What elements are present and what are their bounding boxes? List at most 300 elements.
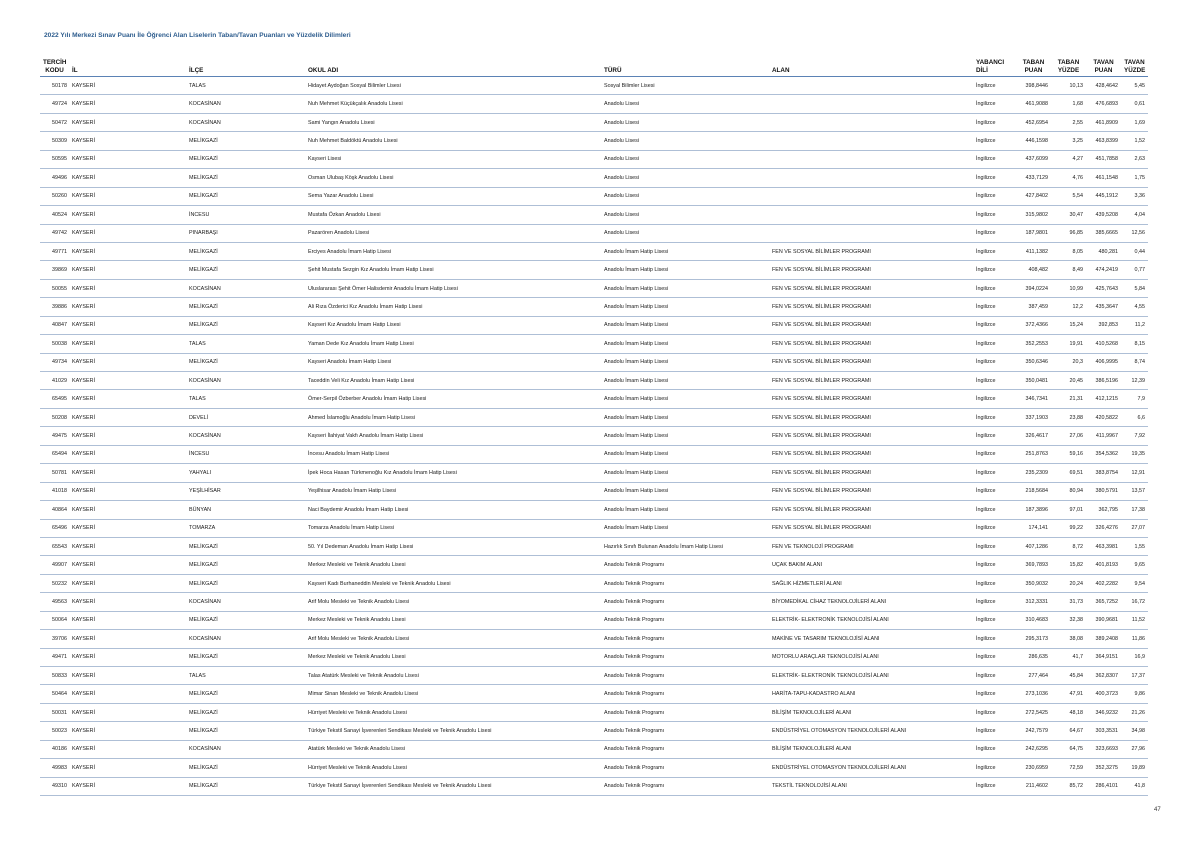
alan-cell: FEN VE SOSYAL BİLİMLER PROGRAMI xyxy=(769,445,973,463)
table-row xyxy=(40,464,1148,482)
okul-adi-cell: Kayseri İlahiyat Vakfı Anadolu İmam Hatip Lisesi xyxy=(305,427,601,445)
okul-adi-cell: Yaman Dede Kız Anadolu İmam Hatip Lisesi xyxy=(305,335,601,353)
alan-cell xyxy=(769,150,973,168)
turu-cell: Anadolu İmam Hatip Lisesi xyxy=(601,261,769,279)
turu-cell: Anadolu Lisesi xyxy=(601,132,769,150)
alan-cell: FEN VE SOSYAL BİLİMLER PROGRAMI xyxy=(769,372,973,390)
tercih-kodu-cell: 49310 xyxy=(40,777,69,795)
tavan-puan-cell: 476,6893 xyxy=(1086,95,1121,113)
yabanci-dili-cell: İngilizce xyxy=(973,556,1016,574)
table-row xyxy=(40,611,1148,629)
taban-yuzde-cell: 20,45 xyxy=(1051,372,1086,390)
tavan-yuzde-cell: 4,55 xyxy=(1121,298,1148,316)
alan-cell: FEN VE SOSYAL BİLİMLER PROGRAMI xyxy=(769,335,973,353)
tavan-yuzde-cell: 9,54 xyxy=(1121,574,1148,592)
yabanci-dili-cell: İngilizce xyxy=(973,113,1016,131)
alan-cell xyxy=(769,113,973,131)
tercih-kodu-cell: 50031 xyxy=(40,703,69,721)
il-cell: KAYSERİ xyxy=(69,150,186,168)
yabanci-dili-cell: İngilizce xyxy=(973,703,1016,721)
table-row xyxy=(40,759,1148,777)
tavan-yuzde-cell: 17,38 xyxy=(1121,501,1148,519)
okul-adi-cell: Talas Atatürk Mesleki ve Teknik Anadolu Lisesi xyxy=(305,667,601,685)
tercih-kodu-cell: 50208 xyxy=(40,408,69,426)
table-row xyxy=(40,777,1148,795)
okul-adi-cell: Hürriyet Mesleki ve Teknik Anadolu Lisesi xyxy=(305,759,601,777)
taban-yuzde-cell: 99,22 xyxy=(1051,519,1086,537)
alan-cell: FEN VE SOSYAL BİLİMLER PROGRAMI xyxy=(769,501,973,519)
taban-yuzde-cell: 38,08 xyxy=(1051,630,1086,648)
turu-cell: Anadolu Teknik Programı xyxy=(601,685,769,703)
taban-puan-cell: 398,8446 xyxy=(1016,77,1051,95)
tavan-puan-cell: 380,5791 xyxy=(1086,482,1121,500)
page-number: 47 xyxy=(1154,807,1161,813)
tercih-kodu-cell: 50464 xyxy=(40,685,69,703)
table-row xyxy=(40,501,1148,519)
taban-yuzde-cell: 96,85 xyxy=(1051,224,1086,242)
tavan-yuzde-cell: 1,55 xyxy=(1121,537,1148,555)
okul-adi-cell: Kayseri Anadolu İmam Hatip Lisesi xyxy=(305,353,601,371)
taban-puan-cell: 407,1286 xyxy=(1016,537,1051,555)
il-cell: KAYSERİ xyxy=(69,132,186,150)
yabanci-dili-cell: İngilizce xyxy=(973,427,1016,445)
table-row xyxy=(40,261,1148,279)
il-cell: KAYSERİ xyxy=(69,611,186,629)
ilce-cell: MELİKGAZİ xyxy=(186,759,305,777)
alan-cell: HARİTA-TAPU-KADASTRO ALANI xyxy=(769,685,973,703)
tercih-kodu-cell: 49475 xyxy=(40,427,69,445)
tercih-kodu-cell: 50260 xyxy=(40,187,69,205)
ilce-cell: TALAS xyxy=(186,335,305,353)
tercih-kodu-cell: 40186 xyxy=(40,740,69,758)
il-cell: KAYSERİ xyxy=(69,279,186,297)
okul-adi-cell: Türkiye Tekstil Sanayi İşverenleri Sendikası Mesleki ve Teknik Anadolu Lisesi xyxy=(305,722,601,740)
alan-cell: FEN VE SOSYAL BİLİMLER PROGRAMI xyxy=(769,519,973,537)
table-row xyxy=(40,445,1148,463)
il-cell: KAYSERİ xyxy=(69,77,186,95)
header-tavan-yuzde: TAVAN YÜZDE xyxy=(1121,56,1148,77)
tavan-puan-cell: 425,7643 xyxy=(1086,279,1121,297)
taban-puan-cell: 315,9802 xyxy=(1016,206,1051,224)
turu-cell: Anadolu Lisesi xyxy=(601,224,769,242)
turu-cell: Anadolu Teknik Programı xyxy=(601,740,769,758)
yabanci-dili-cell: İngilizce xyxy=(973,574,1016,592)
alan-cell: ELEKTRİK- ELEKTRONİK TEKNOLOJİSİ ALANI xyxy=(769,611,973,629)
tavan-puan-cell: 323,6693 xyxy=(1086,740,1121,758)
ilce-cell: YAHYALI xyxy=(186,464,305,482)
alan-cell: FEN VE SOSYAL BİLİMLER PROGRAMI xyxy=(769,482,973,500)
il-cell: KAYSERİ xyxy=(69,574,186,592)
il-cell: KAYSERİ xyxy=(69,519,186,537)
tercih-kodu-cell: 50309 xyxy=(40,132,69,150)
il-cell: KAYSERİ xyxy=(69,427,186,445)
tercih-kodu-cell: 40864 xyxy=(40,501,69,519)
tercih-kodu-cell: 50833 xyxy=(40,667,69,685)
tercih-kodu-cell: 41029 xyxy=(40,372,69,390)
alan-cell: UÇAK BAKIM ALANI xyxy=(769,556,973,574)
tavan-yuzde-cell: 0,61 xyxy=(1121,95,1148,113)
okul-adi-cell: Sami Yangın Anadolu Lisesi xyxy=(305,113,601,131)
tavan-puan-cell: 383,8754 xyxy=(1086,464,1121,482)
alan-cell: FEN VE SOSYAL BİLİMLER PROGRAMI xyxy=(769,279,973,297)
yabanci-dili-cell: İngilizce xyxy=(973,537,1016,555)
ilce-cell: TOMARZA xyxy=(186,519,305,537)
il-cell: KAYSERİ xyxy=(69,593,186,611)
header-turu: TÜRÜ xyxy=(601,56,769,77)
alan-cell: ENDÜSTRİYEL OTOMASYON TEKNOLOJİLERİ ALANI xyxy=(769,722,973,740)
ilce-cell: MELİKGAZİ xyxy=(186,537,305,555)
il-cell: KAYSERİ xyxy=(69,408,186,426)
il-cell: KAYSERİ xyxy=(69,372,186,390)
turu-cell: Anadolu İmam Hatip Lisesi xyxy=(601,335,769,353)
tavan-puan-cell: 401,8193 xyxy=(1086,556,1121,574)
yabanci-dili-cell: İngilizce xyxy=(973,501,1016,519)
tercih-kodu-cell: 65494 xyxy=(40,445,69,463)
turu-cell: Anadolu Lisesi xyxy=(601,113,769,131)
tavan-yuzde-cell: 3,36 xyxy=(1121,187,1148,205)
alan-cell xyxy=(769,95,973,113)
yabanci-dili-cell: İngilizce xyxy=(973,519,1016,537)
turu-cell: Anadolu İmam Hatip Lisesi xyxy=(601,298,769,316)
ilce-cell: MELİKGAZİ xyxy=(186,556,305,574)
table-row xyxy=(40,316,1148,334)
header-taban-puan: TABAN PUAN xyxy=(1016,56,1051,77)
yabanci-dili-cell: İngilizce xyxy=(973,685,1016,703)
taban-puan-cell: 242,7579 xyxy=(1016,722,1051,740)
tavan-puan-cell: 386,5196 xyxy=(1086,372,1121,390)
ilce-cell: MELİKGAZİ xyxy=(186,611,305,629)
yabanci-dili-cell: İngilizce xyxy=(973,408,1016,426)
okul-adi-cell: Hürriyet Mesleki ve Teknik Anadolu Lisesi xyxy=(305,703,601,721)
okul-adi-cell: Nuh Mehmet Küçükçalık Anadolu Lisesi xyxy=(305,95,601,113)
tavan-yuzde-cell: 12,91 xyxy=(1121,464,1148,482)
taban-puan-cell: 272,5425 xyxy=(1016,703,1051,721)
table-row xyxy=(40,519,1148,537)
taban-puan-cell: 408,482 xyxy=(1016,261,1051,279)
okul-adi-cell: Osman Ulubaş Köşk Anadolu Lisesi xyxy=(305,169,601,187)
il-cell: KAYSERİ xyxy=(69,667,186,685)
tavan-puan-cell: 412,1215 xyxy=(1086,390,1121,408)
tavan-yuzde-cell: 19,35 xyxy=(1121,445,1148,463)
alan-cell: FEN VE TEKNOLOJİ PROGRAMI xyxy=(769,537,973,555)
alan-cell xyxy=(769,206,973,224)
taban-yuzde-cell: 10,13 xyxy=(1051,77,1086,95)
tercih-kodu-cell: 50232 xyxy=(40,574,69,592)
tercih-kodu-cell: 65496 xyxy=(40,519,69,537)
tercih-kodu-cell: 40847 xyxy=(40,316,69,334)
taban-yuzde-cell: 23,88 xyxy=(1051,408,1086,426)
turu-cell: Anadolu Teknik Programı xyxy=(601,667,769,685)
turu-cell: Anadolu Lisesi xyxy=(601,206,769,224)
taban-puan-cell: 350,6346 xyxy=(1016,353,1051,371)
tercih-kodu-cell: 49983 xyxy=(40,759,69,777)
alan-cell: ENDÜSTRİYEL OTOMASYON TEKNOLOJİLERİ ALANI xyxy=(769,759,973,777)
turu-cell: Anadolu Lisesi xyxy=(601,95,769,113)
table-row xyxy=(40,390,1148,408)
ilce-cell: MELİKGAZİ xyxy=(186,261,305,279)
turu-cell: Anadolu Teknik Programı xyxy=(601,703,769,721)
alan-cell: FEN VE SOSYAL BİLİMLER PROGRAMI xyxy=(769,261,973,279)
taban-yuzde-cell: 64,75 xyxy=(1051,740,1086,758)
yabanci-dili-cell: İngilizce xyxy=(973,611,1016,629)
taban-yuzde-cell: 48,18 xyxy=(1051,703,1086,721)
taban-yuzde-cell: 97,01 xyxy=(1051,501,1086,519)
yabanci-dili-cell: İngilizce xyxy=(973,482,1016,500)
alan-cell xyxy=(769,187,973,205)
taban-puan-cell: 286,635 xyxy=(1016,648,1051,666)
tavan-yuzde-cell: 6,6 xyxy=(1121,408,1148,426)
table-row xyxy=(40,224,1148,242)
tavan-puan-cell: 389,2408 xyxy=(1086,630,1121,648)
yabanci-dili-cell: İngilizce xyxy=(973,132,1016,150)
ilce-cell: MELİKGAZİ xyxy=(186,353,305,371)
tavan-puan-cell: 439,5208 xyxy=(1086,206,1121,224)
il-cell: KAYSERİ xyxy=(69,353,186,371)
turu-cell: Anadolu İmam Hatip Lisesi xyxy=(601,353,769,371)
tavan-puan-cell: 445,1912 xyxy=(1086,187,1121,205)
tavan-puan-cell: 364,9151 xyxy=(1086,648,1121,666)
taban-puan-cell: 230,6959 xyxy=(1016,759,1051,777)
il-cell: KAYSERİ xyxy=(69,335,186,353)
tavan-puan-cell: 385,6665 xyxy=(1086,224,1121,242)
okul-adi-cell: Arif Molu Mesleki ve Teknik Anadolu Lisesi xyxy=(305,630,601,648)
header-okul-adi: OKUL ADI xyxy=(305,56,601,77)
tavan-puan-cell: 400,3723 xyxy=(1086,685,1121,703)
alan-cell: MOTORLU ARAÇLAR TEKNOLOJİSİ ALANI xyxy=(769,648,973,666)
taban-puan-cell: 326,4617 xyxy=(1016,427,1051,445)
il-cell: KAYSERİ xyxy=(69,224,186,242)
turu-cell: Anadolu Teknik Programı xyxy=(601,722,769,740)
tercih-kodu-cell: 41018 xyxy=(40,482,69,500)
alan-cell xyxy=(769,224,973,242)
ilce-cell: TALAS xyxy=(186,667,305,685)
turu-cell: Anadolu Teknik Programı xyxy=(601,611,769,629)
tavan-puan-cell: 392,853 xyxy=(1086,316,1121,334)
tercih-kodu-cell: 49771 xyxy=(40,242,69,260)
taban-puan-cell: 273,1036 xyxy=(1016,685,1051,703)
okul-adi-cell: Erciyes Anadolu İmam Hatip Lisesi xyxy=(305,242,601,260)
table-row xyxy=(40,353,1148,371)
table-row xyxy=(40,703,1148,721)
turu-cell: Anadolu İmam Hatip Lisesi xyxy=(601,390,769,408)
okul-adi-cell: Tomarza Anadolu İmam Hatip Lisesi xyxy=(305,519,601,537)
yabanci-dili-cell: İngilizce xyxy=(973,224,1016,242)
turu-cell: Anadolu İmam Hatip Lisesi xyxy=(601,242,769,260)
header-tavan-puan: TAVAN PUAN xyxy=(1086,56,1121,77)
tercih-kodu-cell: 50055 xyxy=(40,279,69,297)
taban-puan-cell: 346,7341 xyxy=(1016,390,1051,408)
tercih-kodu-cell: 49742 xyxy=(40,224,69,242)
tavan-yuzde-cell: 27,07 xyxy=(1121,519,1148,537)
ilce-cell: KOCASİNAN xyxy=(186,372,305,390)
ilce-cell: TALAS xyxy=(186,77,305,95)
okul-adi-cell: Merkez Mesleki ve Teknik Anadolu Lisesi xyxy=(305,556,601,574)
ilce-cell: MELİKGAZİ xyxy=(186,574,305,592)
tavan-puan-cell: 461,8909 xyxy=(1086,113,1121,131)
tavan-yuzde-cell: 16,9 xyxy=(1121,648,1148,666)
tavan-puan-cell: 346,9232 xyxy=(1086,703,1121,721)
il-cell: KAYSERİ xyxy=(69,703,186,721)
okul-adi-cell: Pazarören Anadolu Lisesi xyxy=(305,224,601,242)
taban-yuzde-cell: 2,55 xyxy=(1051,113,1086,131)
il-cell: KAYSERİ xyxy=(69,187,186,205)
alan-cell xyxy=(769,169,973,187)
taban-yuzde-cell: 27,06 xyxy=(1051,427,1086,445)
table-row xyxy=(40,169,1148,187)
il-cell: KAYSERİ xyxy=(69,206,186,224)
table-header-row xyxy=(40,56,1148,77)
table-row xyxy=(40,95,1148,113)
yabanci-dili-cell: İngilizce xyxy=(973,77,1016,95)
il-cell: KAYSERİ xyxy=(69,95,186,113)
ilce-cell: YEŞİLHİSAR xyxy=(186,482,305,500)
il-cell: KAYSERİ xyxy=(69,740,186,758)
header-ilce: İLÇE xyxy=(186,56,305,77)
table-row xyxy=(40,298,1148,316)
taban-yuzde-cell: 4,27 xyxy=(1051,150,1086,168)
okul-adi-cell: Kayseri Kız Anadolu İmam Hatip Lisesi xyxy=(305,316,601,334)
tercih-kodu-cell: 49471 xyxy=(40,648,69,666)
taban-puan-cell: 372,4366 xyxy=(1016,316,1051,334)
taban-puan-cell: 394,0224 xyxy=(1016,279,1051,297)
il-cell: KAYSERİ xyxy=(69,630,186,648)
taban-yuzde-cell: 12,2 xyxy=(1051,298,1086,316)
taban-puan-cell: 369,7893 xyxy=(1016,556,1051,574)
school-score-table xyxy=(40,56,1148,796)
okul-adi-cell: Naci Baydemir Anadolu İmam Hatip Lisesi xyxy=(305,501,601,519)
alan-cell: FEN VE SOSYAL BİLİMLER PROGRAMI xyxy=(769,298,973,316)
turu-cell: Sosyal Bilimler Lisesi xyxy=(601,77,769,95)
il-cell: KAYSERİ xyxy=(69,722,186,740)
il-cell: KAYSERİ xyxy=(69,759,186,777)
alan-cell: FEN VE SOSYAL BİLİMLER PROGRAMI xyxy=(769,464,973,482)
page-title: 2022 Yılı Merkezi Sınav Puanı İle Öğrenci Alan Liselerin Taban/Tavan Puanları ve Yüzdelik Dilimleri xyxy=(44,32,351,39)
table-row xyxy=(40,242,1148,260)
tavan-puan-cell: 463,3981 xyxy=(1086,537,1121,555)
tavan-yuzde-cell: 17,37 xyxy=(1121,667,1148,685)
tercih-kodu-cell: 50781 xyxy=(40,464,69,482)
okul-adi-cell: Türkiye Tekstil Sanayi İşverenleri Sendikası Mesleki ve Teknik Anadolu Lisesi xyxy=(305,777,601,795)
taban-puan-cell: 187,9801 xyxy=(1016,224,1051,242)
okul-adi-cell: Merkez Mesleki ve Teknik Anadolu Lisesi xyxy=(305,648,601,666)
turu-cell: Anadolu İmam Hatip Lisesi xyxy=(601,279,769,297)
header-il: İL xyxy=(69,56,186,77)
taban-yuzde-cell: 8,05 xyxy=(1051,242,1086,260)
tavan-yuzde-cell: 1,69 xyxy=(1121,113,1148,131)
okul-adi-cell: İncesu Anadolu İmam Hatip Lisesi xyxy=(305,445,601,463)
ilce-cell: İNCESU xyxy=(186,206,305,224)
il-cell: KAYSERİ xyxy=(69,390,186,408)
table-row xyxy=(40,722,1148,740)
il-cell: KAYSERİ xyxy=(69,169,186,187)
taban-yuzde-cell: 10,99 xyxy=(1051,279,1086,297)
okul-adi-cell: Uluslararası Şehit Ömer Halisdemir Anadolu İmam Hatip Lisesi xyxy=(305,279,601,297)
yabanci-dili-cell: İngilizce xyxy=(973,316,1016,334)
il-cell: KAYSERİ xyxy=(69,556,186,574)
tercih-kodu-cell: 65495 xyxy=(40,390,69,408)
okul-adi-cell: Merkez Mesleki ve Teknik Anadolu Lisesi xyxy=(305,611,601,629)
taban-yuzde-cell: 85,72 xyxy=(1051,777,1086,795)
taban-yuzde-cell: 32,38 xyxy=(1051,611,1086,629)
ilce-cell: KOCASİNAN xyxy=(186,740,305,758)
tavan-puan-cell: 286,4101 xyxy=(1086,777,1121,795)
tavan-puan-cell: 352,3275 xyxy=(1086,759,1121,777)
ilce-cell: MELİKGAZİ xyxy=(186,685,305,703)
taban-puan-cell: 427,8402 xyxy=(1016,187,1051,205)
yabanci-dili-cell: İngilizce xyxy=(973,95,1016,113)
tavan-yuzde-cell: 9,86 xyxy=(1121,685,1148,703)
ilce-cell: MELİKGAZİ xyxy=(186,187,305,205)
tavan-puan-cell: 463,8399 xyxy=(1086,132,1121,150)
tercih-kodu-cell: 50064 xyxy=(40,611,69,629)
tavan-yuzde-cell: 8,15 xyxy=(1121,335,1148,353)
ilce-cell: MELİKGAZİ xyxy=(186,242,305,260)
taban-puan-cell: 387,459 xyxy=(1016,298,1051,316)
il-cell: KAYSERİ xyxy=(69,777,186,795)
tercih-kodu-cell: 49563 xyxy=(40,593,69,611)
il-cell: KAYSERİ xyxy=(69,113,186,131)
tavan-yuzde-cell: 11,86 xyxy=(1121,630,1148,648)
tavan-yuzde-cell: 0,44 xyxy=(1121,242,1148,260)
alan-cell: TEKSTİL TEKNOLOJİSİ ALANI xyxy=(769,777,973,795)
taban-yuzde-cell: 72,59 xyxy=(1051,759,1086,777)
okul-adi-cell: Arif Molu Mesleki ve Teknik Anadolu Lisesi xyxy=(305,593,601,611)
ilce-cell: KOCASİNAN xyxy=(186,279,305,297)
okul-adi-cell: Taceddin Veli Kız Anadolu İmam Hatip Lisesi xyxy=(305,372,601,390)
table-row xyxy=(40,593,1148,611)
taban-yuzde-cell: 41,7 xyxy=(1051,648,1086,666)
tavan-yuzde-cell: 11,52 xyxy=(1121,611,1148,629)
ilce-cell: KOCASİNAN xyxy=(186,113,305,131)
tavan-puan-cell: 480,281 xyxy=(1086,242,1121,260)
yabanci-dili-cell: İngilizce xyxy=(973,464,1016,482)
tavan-puan-cell: 326,4276 xyxy=(1086,519,1121,537)
taban-puan-cell: 218,5684 xyxy=(1016,482,1051,500)
tavan-yuzde-cell: 9,65 xyxy=(1121,556,1148,574)
taban-puan-cell: 312,3331 xyxy=(1016,593,1051,611)
taban-yuzde-cell: 20,3 xyxy=(1051,353,1086,371)
okul-adi-cell: Yeşilhisar Anadolu İmam Hatip Lisesi xyxy=(305,482,601,500)
taban-yuzde-cell: 4,76 xyxy=(1051,169,1086,187)
ilce-cell: MELİKGAZİ xyxy=(186,316,305,334)
tavan-yuzde-cell: 21,26 xyxy=(1121,703,1148,721)
header-taban-yuzde: TABAN YÜZDE xyxy=(1051,56,1086,77)
ilce-cell: PINARBAŞI xyxy=(186,224,305,242)
tavan-puan-cell: 406,9995 xyxy=(1086,353,1121,371)
il-cell: KAYSERİ xyxy=(69,464,186,482)
yabanci-dili-cell: İngilizce xyxy=(973,759,1016,777)
tavan-puan-cell: 451,7858 xyxy=(1086,150,1121,168)
taban-yuzde-cell: 30,47 xyxy=(1051,206,1086,224)
ilce-cell: MELİKGAZİ xyxy=(186,150,305,168)
ilce-cell: TALAS xyxy=(186,390,305,408)
taban-puan-cell: 411,1382 xyxy=(1016,242,1051,260)
taban-yuzde-cell: 5,54 xyxy=(1051,187,1086,205)
taban-yuzde-cell: 80,94 xyxy=(1051,482,1086,500)
alan-cell: FEN VE SOSYAL BİLİMLER PROGRAMI xyxy=(769,390,973,408)
turu-cell: Anadolu İmam Hatip Lisesi xyxy=(601,427,769,445)
okul-adi-cell: Nuh Mehmet Baldöktü Anadolu Lisesi xyxy=(305,132,601,150)
yabanci-dili-cell: İngilizce xyxy=(973,667,1016,685)
ilce-cell: KOCASİNAN xyxy=(186,427,305,445)
taban-yuzde-cell: 3,25 xyxy=(1051,132,1086,150)
taban-yuzde-cell: 8,72 xyxy=(1051,537,1086,555)
table-row xyxy=(40,630,1148,648)
taban-puan-cell: 295,3173 xyxy=(1016,630,1051,648)
ilce-cell: KOCASİNAN xyxy=(186,593,305,611)
taban-yuzde-cell: 8,49 xyxy=(1051,261,1086,279)
taban-puan-cell: 352,2553 xyxy=(1016,335,1051,353)
